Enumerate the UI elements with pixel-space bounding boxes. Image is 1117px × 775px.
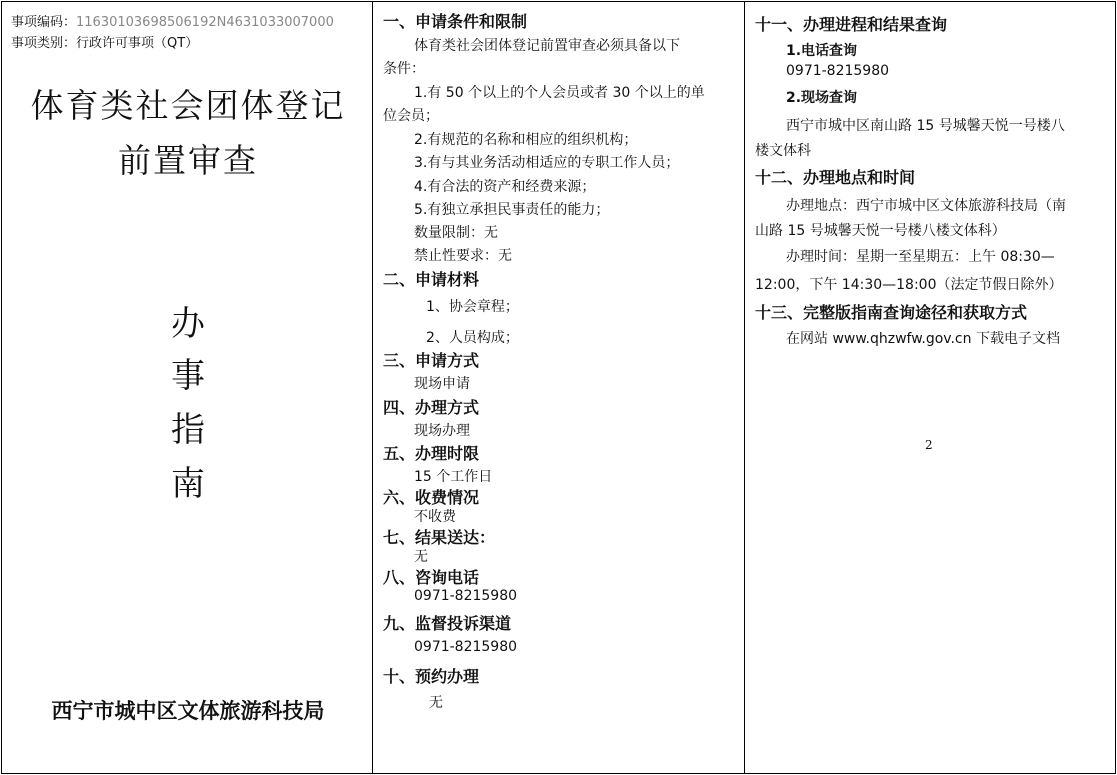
section-text: 15 个工作日 xyxy=(414,469,493,485)
guide-char-1: 办 xyxy=(171,304,205,344)
cover-panel xyxy=(1,1,373,774)
section-heading: 八、咨询电话 xyxy=(383,568,480,587)
section-heading: 十、预约办理 xyxy=(383,667,480,686)
website-text: 在网站 www.qhzwfw.gov.cn 下载电子文档 xyxy=(786,331,1060,347)
item-code-row xyxy=(11,11,334,30)
section-text: 楼文体科 xyxy=(755,143,811,159)
condition-item: 2.有规范的名称和相应的组织机构； xyxy=(414,132,638,148)
section-text: 不收费 xyxy=(414,509,456,525)
section-heading: 四、办理方式 xyxy=(383,398,480,417)
section-text: 山路 15 号城馨天悦一号楼八楼文体科） xyxy=(755,223,1006,239)
section-text: 现场办理 xyxy=(414,423,470,439)
guide-char-3: 指 xyxy=(171,410,205,450)
query-phone: 0971-8215980 xyxy=(786,63,890,79)
section-heading: 五、办理时限 xyxy=(383,444,480,463)
section-heading: 一、申请条件和限制 xyxy=(383,12,528,31)
department-name: 西宁市城中区文体旅游科技局 xyxy=(51,699,325,723)
sub-heading: 1.电话查询 xyxy=(786,43,858,59)
guide-char-4: 南 xyxy=(171,464,205,504)
section-heading: 九、监督投诉渠道 xyxy=(383,614,512,633)
page-number: 2 xyxy=(925,438,933,452)
section-text: 禁止性要求：无 xyxy=(414,248,512,264)
section-heading: 七、结果送达： xyxy=(383,528,496,547)
condition-item: 3.有与其业务活动相适应的专职工作人员； xyxy=(414,155,680,171)
section-text: 无 xyxy=(414,549,428,565)
section-text: 办理时间：星期一至星期五：上午 08:30— xyxy=(786,249,1055,265)
section-text: 12:00，下午 14:30—18:00（法定节假日除外） xyxy=(755,277,1063,293)
item-category-row xyxy=(11,32,198,51)
guide-panel-middle xyxy=(372,1,745,774)
material-item: 1、协会章程； xyxy=(426,299,519,315)
section-text: 无 xyxy=(429,695,443,711)
section-heading: 十三、完整版指南查询途径和获取方式 xyxy=(755,303,1028,322)
material-item: 2、人员构成； xyxy=(426,330,519,346)
cover-title-line1: 体育类社会团体登记 xyxy=(30,86,346,125)
condition-item: 位会员； xyxy=(383,108,439,124)
condition-item: 1.有 50 个以上的个人会员或者 30 个以上的单 xyxy=(414,85,705,101)
complaint-phone: 0971-8215980 xyxy=(414,639,518,655)
section-heading: 二、申请材料 xyxy=(383,270,480,289)
guide-char-2: 事 xyxy=(171,356,205,396)
section-heading: 六、收费情况 xyxy=(383,488,480,507)
item-code-label: 事项编码： xyxy=(11,15,77,30)
section-text: 数量限制：无 xyxy=(414,225,498,241)
item-category-label: 事项类别： xyxy=(11,36,77,51)
guide-panel-right xyxy=(744,1,1116,774)
item-code-value: 11630103698506192N4631033007000 xyxy=(76,15,334,30)
sub-heading: 2.现场查询 xyxy=(786,90,858,106)
section-text: 西宁市城中区南山路 15 号城馨天悦一号楼八 xyxy=(786,118,1065,134)
item-category-value: 行政许可事项（QT） xyxy=(76,36,199,51)
condition-item: 5.有独立承担民事责任的能力； xyxy=(414,202,610,218)
section-text: 体育类社会团体登记前置审查必须具备以下 xyxy=(414,38,680,54)
consult-phone: 0971-8215980 xyxy=(414,588,518,604)
section-text: 条件： xyxy=(383,61,425,77)
condition-item: 4.有合法的资产和经费来源； xyxy=(414,179,596,195)
cover-title-line2: 前置审查 xyxy=(118,141,258,180)
section-heading: 十一、办理进程和结果查询 xyxy=(755,15,948,34)
section-heading: 三、申请方式 xyxy=(383,351,480,370)
section-text: 现场申请 xyxy=(414,376,470,392)
section-text: 办理地点：西宁市城中区文体旅游科技局（南 xyxy=(786,198,1066,214)
section-heading: 十二、办理地点和时间 xyxy=(755,168,916,187)
